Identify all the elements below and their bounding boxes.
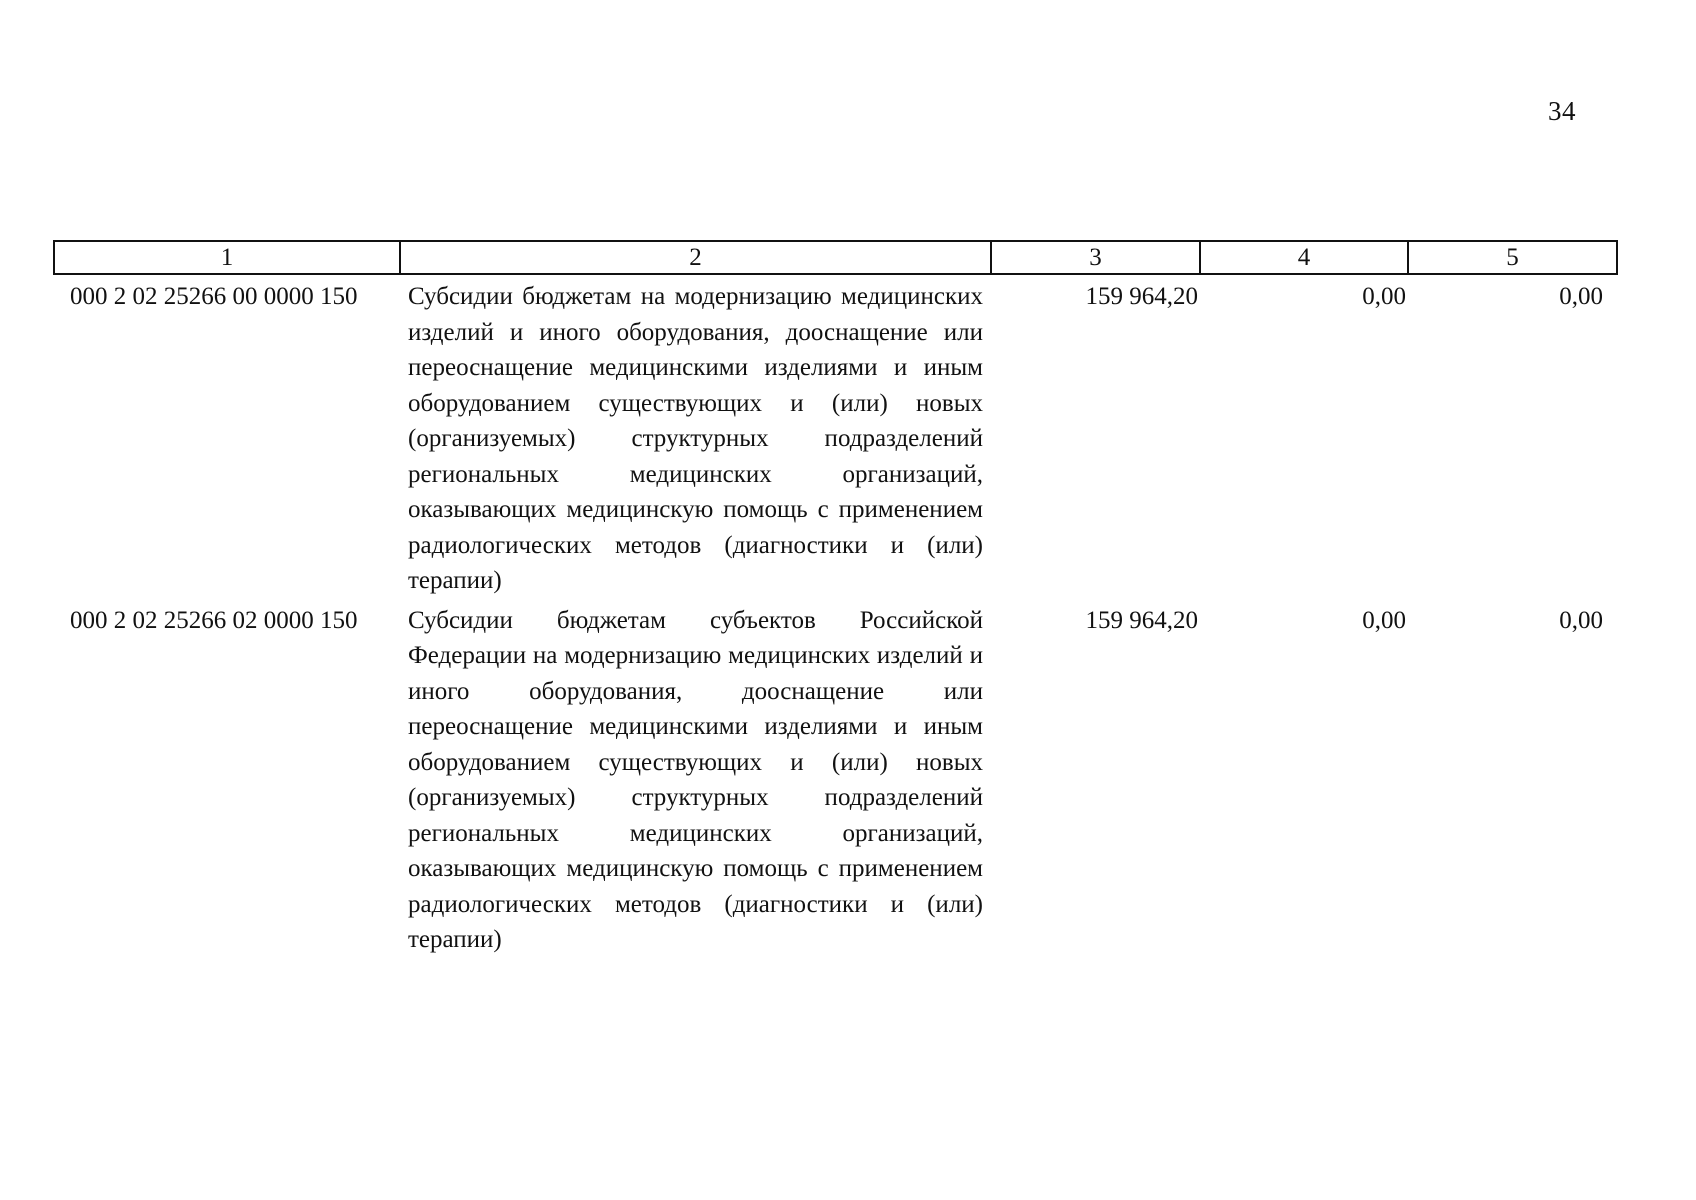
page-number: 34 [1548, 96, 1576, 126]
column-header-3: 3 [991, 241, 1200, 274]
row-description: Субсидии бюджетам субъектов Российской Федерации на модернизацию медицинских изделий и иного оборудования, дооснащение или переоснащение медицинскими изделиями и иным оборудованием существующих и (или) новых (организуемых) структурных подразделений региональных медицинских организаций, оказывающих медицинскую помощь с применением радиологических методов (диагностики и (или) терапии) [408, 606, 983, 953]
table-row [54, 599, 1617, 958]
amount-col3: 159 964,20 [1085, 283, 1198, 310]
budget-code: 000 2 02 25266 00 0000 150 [70, 283, 358, 310]
column-header-4: 4 [1200, 241, 1408, 274]
amount-col5: 0,00 [1559, 283, 1603, 310]
table-header [54, 241, 1617, 274]
table-row [54, 274, 1617, 599]
budget-table [53, 240, 1618, 958]
amount-col3: 159 964,20 [1085, 606, 1198, 634]
column-header-5: 5 [1408, 241, 1617, 274]
amount-col4: 0,00 [1362, 283, 1406, 310]
amount-col4: 0,00 [1362, 606, 1406, 634]
column-header-1: 1 [54, 241, 400, 274]
table-body [54, 274, 1617, 958]
amount-col5: 0,00 [1559, 606, 1603, 634]
header-row [54, 241, 1617, 274]
column-header-2: 2 [400, 241, 991, 274]
row-description: Субсидии бюджетам на модернизацию медицинских изделий и иного оборудования, дооснащение или переоснащение медицинскими изделиями и иным оборудованием существующих и (или) новых (организуемых) структурных подразделений региональных медицинских организаций, оказывающих медицинскую помощь с применением радиологических методов (диагностики и (или) терапии) [408, 283, 983, 594]
budget-code: 000 2 02 25266 02 0000 150 [70, 606, 358, 634]
